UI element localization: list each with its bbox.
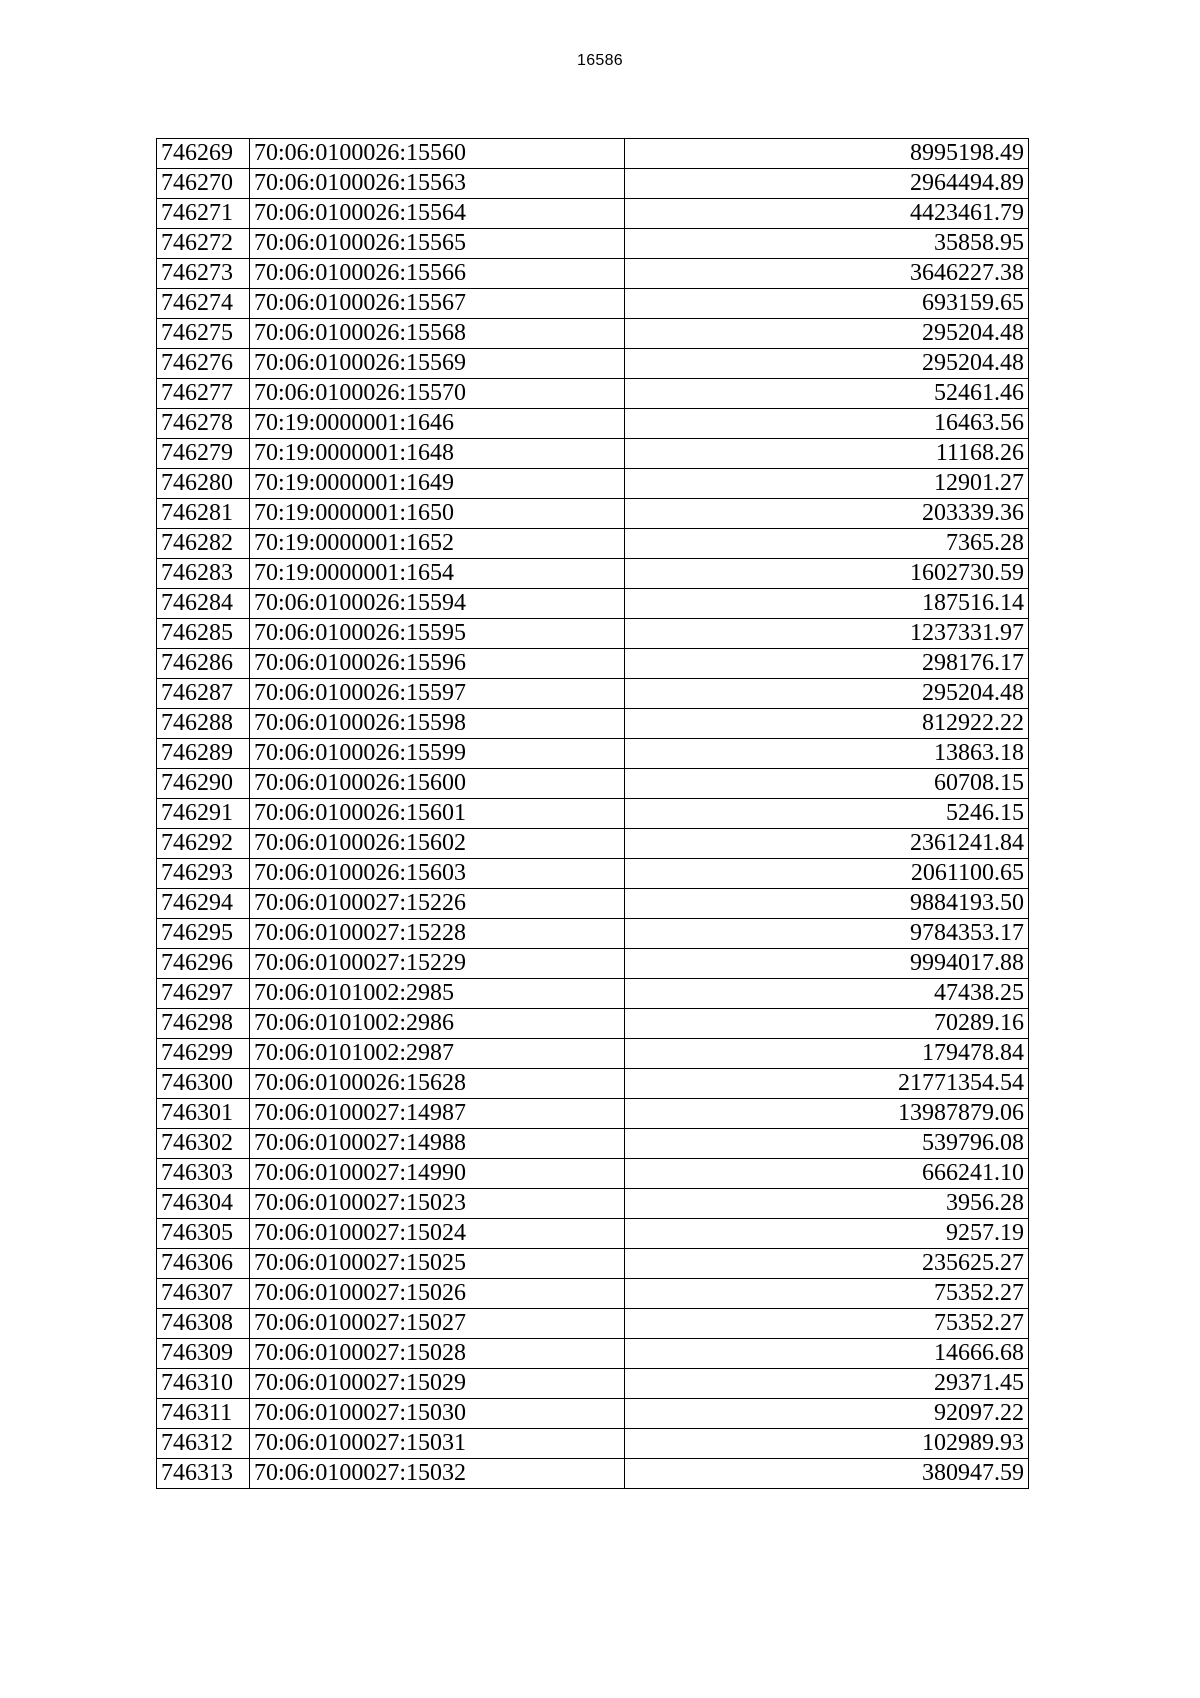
value-cell: 666241.10 — [625, 1159, 1029, 1189]
table-row — [157, 1069, 1029, 1099]
value-cell: 70289.16 — [625, 1009, 1029, 1039]
data-table — [156, 138, 1029, 1489]
value-cell: 812922.22 — [625, 709, 1029, 739]
table-row — [157, 379, 1029, 409]
table-row — [157, 1219, 1029, 1249]
cadastral-number-cell: 70:06:0100026:15564 — [250, 199, 625, 229]
cadastral-number-cell: 70:06:0100026:15598 — [250, 709, 625, 739]
cadastral-number-cell: 70:06:0100027:15027 — [250, 1309, 625, 1339]
value-cell: 9257.19 — [625, 1219, 1029, 1249]
cadastral-number-cell: 70:06:0100026:15601 — [250, 799, 625, 829]
table-row — [157, 679, 1029, 709]
value-cell: 47438.25 — [625, 979, 1029, 1009]
table-row — [157, 439, 1029, 469]
table-row — [157, 589, 1029, 619]
table-row — [157, 829, 1029, 859]
value-cell: 35858.95 — [625, 229, 1029, 259]
row-id-cell: 746295 — [157, 919, 250, 949]
row-id-cell: 746280 — [157, 469, 250, 499]
row-id-cell: 746301 — [157, 1099, 250, 1129]
value-cell: 1237331.97 — [625, 619, 1029, 649]
table-row — [157, 1249, 1029, 1279]
cadastral-number-cell: 70:06:0100027:15026 — [250, 1279, 625, 1309]
cadastral-number-cell: 70:06:0101002:2987 — [250, 1039, 625, 1069]
cadastral-number-cell: 70:06:0100027:14988 — [250, 1129, 625, 1159]
row-id-cell: 746285 — [157, 619, 250, 649]
cadastral-number-cell: 70:06:0100027:15030 — [250, 1399, 625, 1429]
table-row — [157, 979, 1029, 1009]
value-cell: 295204.48 — [625, 679, 1029, 709]
table-row — [157, 139, 1029, 169]
row-id-cell: 746272 — [157, 229, 250, 259]
cadastral-number-cell: 70:06:0100027:15031 — [250, 1429, 625, 1459]
table-row — [157, 799, 1029, 829]
cadastral-number-cell: 70:06:0101002:2985 — [250, 979, 625, 1009]
table-row — [157, 1099, 1029, 1129]
cadastral-number-cell: 70:06:0100026:15628 — [250, 1069, 625, 1099]
value-cell: 75352.27 — [625, 1279, 1029, 1309]
table-row — [157, 859, 1029, 889]
value-cell: 16463.56 — [625, 409, 1029, 439]
row-id-cell: 746273 — [157, 259, 250, 289]
value-cell: 9884193.50 — [625, 889, 1029, 919]
cadastral-number-cell: 70:06:0100026:15594 — [250, 589, 625, 619]
value-cell: 60708.15 — [625, 769, 1029, 799]
table-row — [157, 1459, 1029, 1489]
cadastral-number-cell: 70:06:0100027:15028 — [250, 1339, 625, 1369]
value-cell: 92097.22 — [625, 1399, 1029, 1429]
cadastral-number-cell: 70:06:0100027:15229 — [250, 949, 625, 979]
value-cell: 8995198.49 — [625, 139, 1029, 169]
table-row — [157, 289, 1029, 319]
row-id-cell: 746311 — [157, 1399, 250, 1429]
row-id-cell: 746313 — [157, 1459, 250, 1489]
row-id-cell: 746307 — [157, 1279, 250, 1309]
cadastral-number-cell: 70:06:0100027:15226 — [250, 889, 625, 919]
cadastral-number-cell: 70:06:0100026:15568 — [250, 319, 625, 349]
row-id-cell: 746305 — [157, 1219, 250, 1249]
table-row — [157, 739, 1029, 769]
row-id-cell: 746293 — [157, 859, 250, 889]
value-cell: 52461.46 — [625, 379, 1029, 409]
row-id-cell: 746310 — [157, 1369, 250, 1399]
page-number: 16586 — [577, 52, 623, 69]
cadastral-number-cell: 70:06:0100026:15595 — [250, 619, 625, 649]
cadastral-number-cell: 70:06:0100026:15566 — [250, 259, 625, 289]
value-cell: 9784353.17 — [625, 919, 1029, 949]
value-cell: 179478.84 — [625, 1039, 1029, 1069]
cadastral-number-cell: 70:19:0000001:1649 — [250, 469, 625, 499]
row-id-cell: 746289 — [157, 739, 250, 769]
row-id-cell: 746296 — [157, 949, 250, 979]
row-id-cell: 746279 — [157, 439, 250, 469]
value-cell: 21771354.54 — [625, 1069, 1029, 1099]
cadastral-number-cell: 70:06:0100027:14990 — [250, 1159, 625, 1189]
value-cell: 298176.17 — [625, 649, 1029, 679]
table-row — [157, 349, 1029, 379]
table-row — [157, 169, 1029, 199]
row-id-cell: 746276 — [157, 349, 250, 379]
row-id-cell: 746312 — [157, 1429, 250, 1459]
value-cell: 12901.27 — [625, 469, 1029, 499]
row-id-cell: 746304 — [157, 1189, 250, 1219]
table-row — [157, 1429, 1029, 1459]
row-id-cell: 746292 — [157, 829, 250, 859]
table-row — [157, 259, 1029, 289]
table-row — [157, 709, 1029, 739]
row-id-cell: 746303 — [157, 1159, 250, 1189]
row-id-cell: 746297 — [157, 979, 250, 1009]
table-row — [157, 1189, 1029, 1219]
table-row — [157, 1009, 1029, 1039]
row-id-cell: 746281 — [157, 499, 250, 529]
table-row — [157, 469, 1029, 499]
row-id-cell: 746286 — [157, 649, 250, 679]
table-row — [157, 1039, 1029, 1069]
value-cell: 29371.45 — [625, 1369, 1029, 1399]
row-id-cell: 746287 — [157, 679, 250, 709]
table-row — [157, 199, 1029, 229]
row-id-cell: 746282 — [157, 529, 250, 559]
value-cell: 13987879.06 — [625, 1099, 1029, 1129]
value-cell: 7365.28 — [625, 529, 1029, 559]
value-cell: 5246.15 — [625, 799, 1029, 829]
cadastral-number-cell: 70:19:0000001:1648 — [250, 439, 625, 469]
table-row — [157, 409, 1029, 439]
table-row — [157, 499, 1029, 529]
table-body — [157, 139, 1029, 1489]
cadastral-number-cell: 70:06:0100026:15597 — [250, 679, 625, 709]
value-cell: 3646227.38 — [625, 259, 1029, 289]
cadastral-number-cell: 70:06:0100026:15567 — [250, 289, 625, 319]
cadastral-number-cell: 70:19:0000001:1650 — [250, 499, 625, 529]
table-row — [157, 949, 1029, 979]
cadastral-number-cell: 70:06:0100026:15563 — [250, 169, 625, 199]
value-cell: 203339.36 — [625, 499, 1029, 529]
cadastral-number-cell: 70:06:0100026:15570 — [250, 379, 625, 409]
table-row — [157, 1369, 1029, 1399]
cadastral-number-cell: 70:06:0100026:15599 — [250, 739, 625, 769]
cadastral-number-cell: 70:19:0000001:1646 — [250, 409, 625, 439]
cadastral-number-cell: 70:06:0100026:15600 — [250, 769, 625, 799]
row-id-cell: 746277 — [157, 379, 250, 409]
cadastral-number-cell: 70:06:0100026:15569 — [250, 349, 625, 379]
row-id-cell: 746278 — [157, 409, 250, 439]
value-cell: 539796.08 — [625, 1129, 1029, 1159]
row-id-cell: 746308 — [157, 1309, 250, 1339]
table-row — [157, 769, 1029, 799]
row-id-cell: 746300 — [157, 1069, 250, 1099]
table-row — [157, 1279, 1029, 1309]
value-cell: 2061100.65 — [625, 859, 1029, 889]
table-row — [157, 1129, 1029, 1159]
value-cell: 235625.27 — [625, 1249, 1029, 1279]
cadastral-number-cell: 70:06:0101002:2986 — [250, 1009, 625, 1039]
row-id-cell: 746294 — [157, 889, 250, 919]
value-cell: 380947.59 — [625, 1459, 1029, 1489]
table-row — [157, 619, 1029, 649]
value-cell: 102989.93 — [625, 1429, 1029, 1459]
value-cell: 2964494.89 — [625, 169, 1029, 199]
cadastral-number-cell: 70:06:0100027:15029 — [250, 1369, 625, 1399]
value-cell: 11168.26 — [625, 439, 1029, 469]
table-row — [157, 1339, 1029, 1369]
row-id-cell: 746302 — [157, 1129, 250, 1159]
row-id-cell: 746298 — [157, 1009, 250, 1039]
value-cell: 14666.68 — [625, 1339, 1029, 1369]
value-cell: 9994017.88 — [625, 949, 1029, 979]
value-cell: 75352.27 — [625, 1309, 1029, 1339]
table-row — [157, 649, 1029, 679]
table-row — [157, 529, 1029, 559]
value-cell: 1602730.59 — [625, 559, 1029, 589]
table-row — [157, 229, 1029, 259]
cadastral-number-cell: 70:06:0100026:15596 — [250, 649, 625, 679]
cadastral-number-cell: 70:19:0000001:1652 — [250, 529, 625, 559]
cadastral-number-cell: 70:06:0100027:15024 — [250, 1219, 625, 1249]
cadastral-number-cell: 70:06:0100026:15560 — [250, 139, 625, 169]
table-row — [157, 919, 1029, 949]
row-id-cell: 746290 — [157, 769, 250, 799]
cadastral-number-cell: 70:06:0100027:15228 — [250, 919, 625, 949]
value-cell: 2361241.84 — [625, 829, 1029, 859]
table-row — [157, 319, 1029, 349]
row-id-cell: 746309 — [157, 1339, 250, 1369]
row-id-cell: 746306 — [157, 1249, 250, 1279]
table-row — [157, 559, 1029, 589]
row-id-cell: 746271 — [157, 199, 250, 229]
row-id-cell: 746275 — [157, 319, 250, 349]
cadastral-number-cell: 70:06:0100026:15565 — [250, 229, 625, 259]
value-cell: 13863.18 — [625, 739, 1029, 769]
row-id-cell: 746288 — [157, 709, 250, 739]
row-id-cell: 746283 — [157, 559, 250, 589]
cadastral-number-cell: 70:06:0100026:15602 — [250, 829, 625, 859]
cadastral-number-cell: 70:19:0000001:1654 — [250, 559, 625, 589]
row-id-cell: 746299 — [157, 1039, 250, 1069]
cadastral-number-cell: 70:06:0100027:15025 — [250, 1249, 625, 1279]
value-cell: 4423461.79 — [625, 199, 1029, 229]
cadastral-number-cell: 70:06:0100027:15023 — [250, 1189, 625, 1219]
row-id-cell: 746274 — [157, 289, 250, 319]
table-row — [157, 1159, 1029, 1189]
cadastral-number-cell: 70:06:0100026:15603 — [250, 859, 625, 889]
value-cell: 295204.48 — [625, 319, 1029, 349]
table-row — [157, 889, 1029, 919]
value-cell: 187516.14 — [625, 589, 1029, 619]
cadastral-number-cell: 70:06:0100027:15032 — [250, 1459, 625, 1489]
row-id-cell: 746269 — [157, 139, 250, 169]
value-cell: 3956.28 — [625, 1189, 1029, 1219]
row-id-cell: 746270 — [157, 169, 250, 199]
table-row — [157, 1399, 1029, 1429]
value-cell: 693159.65 — [625, 289, 1029, 319]
value-cell: 295204.48 — [625, 349, 1029, 379]
row-id-cell: 746291 — [157, 799, 250, 829]
cadastral-number-cell: 70:06:0100027:14987 — [250, 1099, 625, 1129]
row-id-cell: 746284 — [157, 589, 250, 619]
table-row — [157, 1309, 1029, 1339]
